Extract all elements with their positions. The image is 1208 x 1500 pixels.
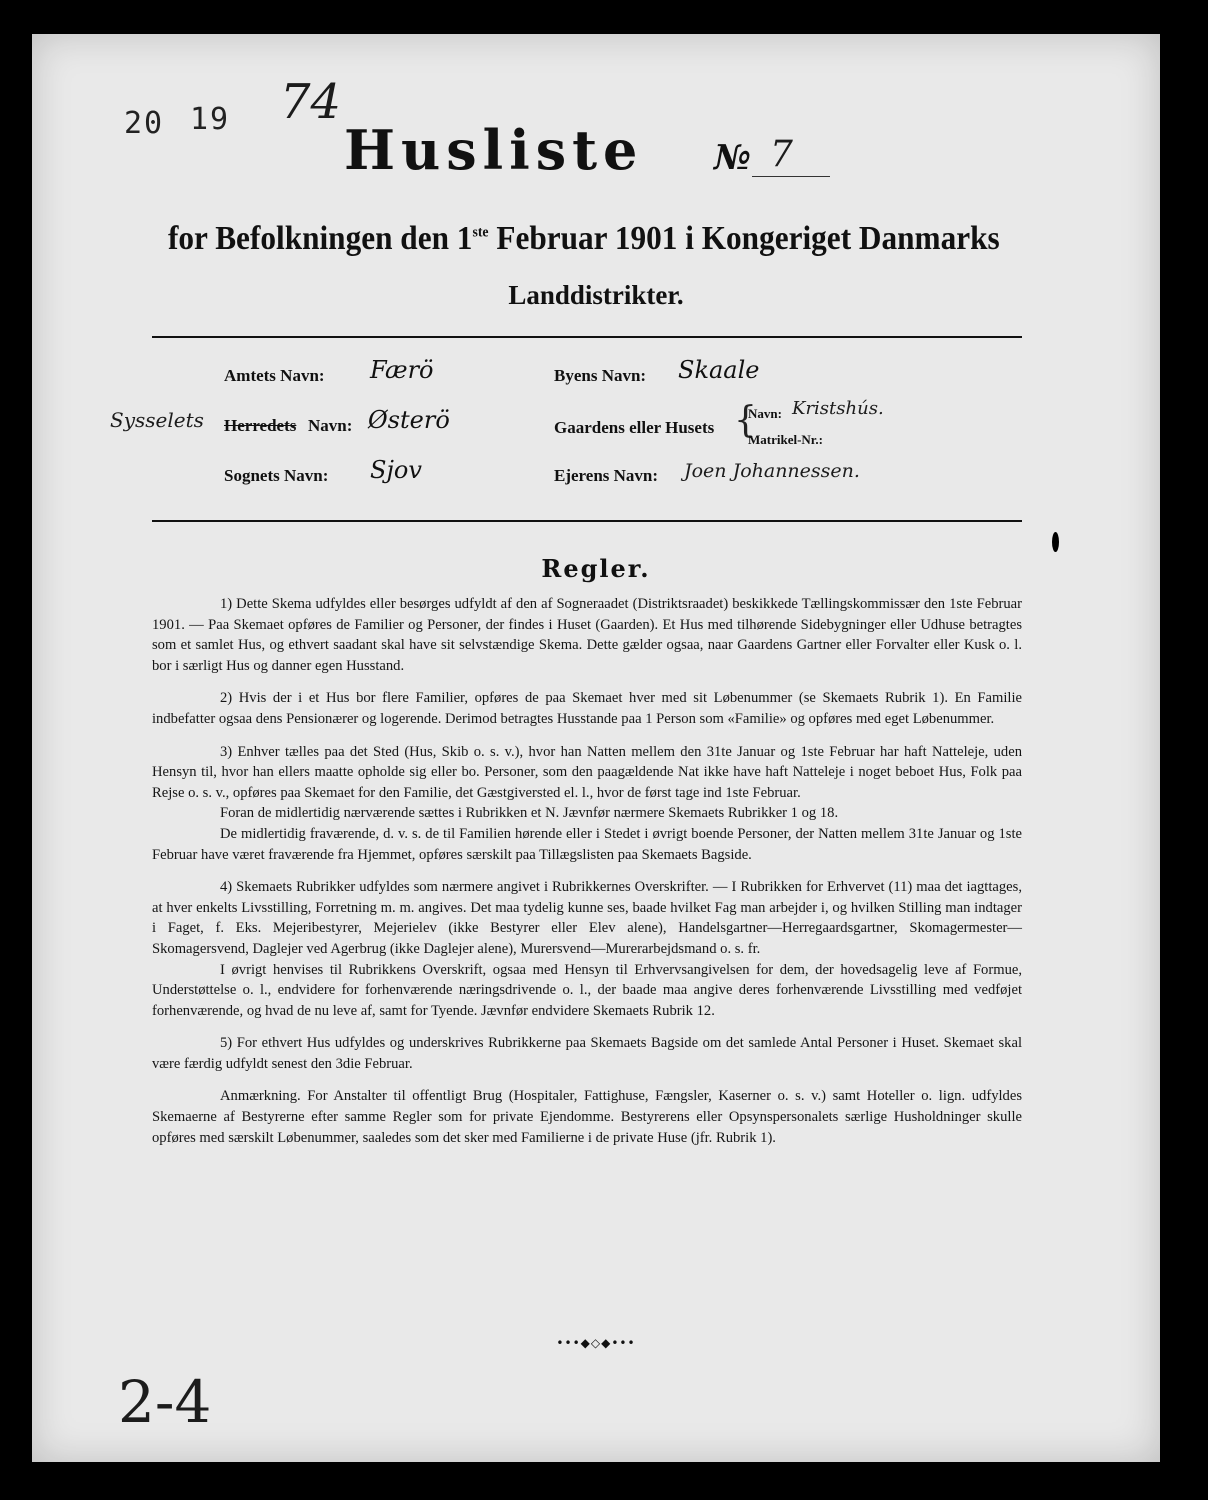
subtitle-text-2: Februar 1901 i Kongeriget Danmarks	[488, 220, 1000, 257]
gaard-label: Gaardens eller Husets	[554, 418, 715, 437]
gaard-navn-label: Navn:	[748, 406, 782, 421]
rules-heading: Regler.	[541, 554, 651, 583]
gaard-navn-value: Kristshús.	[792, 398, 884, 419]
rules-body	[152, 594, 1022, 1148]
amt-label: Amtets Navn:	[224, 366, 325, 385]
herred-label: Navn:	[308, 416, 353, 435]
matrikel-label: Matrikel-Nr.:	[748, 432, 823, 447]
subtitle-sup: ste	[472, 224, 489, 241]
rule-paragraph: 3) Enhver tælles paa det Sted (Hus, Skib o. s. v.), hvor han Natten mellem den 31te Januar og 1ste Februar har haft Natteleje, uden Hensyn til, hvor han ellers maatte opholde sig eller bo. Personer, som den paagældende Nat ikke have haft Natteleje i noget beboet Hus, Folk paa Rejse o. s. v., opføres paa Skemaet for den Familie, det Gæstgiversted el. l., hvor de først tage ind 1ste Februar.	[152, 743, 1022, 801]
handwritten-number: 74	[280, 74, 342, 130]
subtitle-text-1: for Befolkningen den 1	[168, 220, 473, 257]
number-label: №	[714, 138, 751, 178]
corner-handwritten-note: 2-4	[118, 1368, 212, 1436]
top-rule	[152, 336, 1022, 338]
rule-paragraph: Foran de midlertidig nærværende sættes i Rubrikken et N. Jævnfør nærmere Skemaets Rubrikker 1 og 18.	[220, 805, 839, 822]
rule-paragraph: 1) Dette Skema udfyldes eller besørges udfyldt af den af Sogneraadet (Distriktsraadet) beskikkede Tællingskommissær den 1ste Februar 1901. — Paa Skemaet opføres de Familier og Personer, der findes i Huset (Gaarden). Et Hus med tilhørende Sidebygninger eller Udhuse betragtes som et samlet Hus, og ethvert saadant skal have sit selvstændige Skema. Dette gælder ogsaa, naar Gaardens Gartner eller Forvalter eller Kusk o. l. bor i særligt Hus og danner egen Husstand.	[152, 596, 1022, 674]
brace-icon: {	[734, 400, 757, 441]
number-underline	[752, 176, 830, 177]
byen-label: Byens Navn:	[554, 366, 647, 385]
subtitle	[168, 220, 1000, 258]
ejer-value: Joen Johannessen.	[684, 460, 860, 482]
ornament-divider: •••◆◇◆•••	[556, 1336, 636, 1350]
ejer-label: Ejerens Navn:	[554, 466, 659, 485]
rule-paragraph: I øvrigt henvises til Rubrikkens Overskrift, ogsaa med Hensyn til Erhvervsangivelsen for dem, der hovedsagelig leve af Formue, Understøttelse o. l., endvidere for forhenværende næringsdrivende o. l., der baade maa angive deres forhenværende Livsstilling med vedføjet forhenværende, og hvad de nu leve af, samt for Tyende. Jævnfør endvidere Skemaets Rubrik 12.	[152, 961, 1022, 1019]
rule-paragraph: De midlertidig fraværende, d. v. s. de til Familien hørende eller i Stedet i øvrigt boende Personer, der Natten mellem 31te Januar og 1ste Februar have været fraværende fra Hjemmet, opføres særskilt paa Tillægslisten paa Skemaets Bagside.	[152, 825, 1022, 863]
sysselets-handwritten: Sysselets	[110, 408, 204, 432]
herredets-struck: Herredets	[224, 416, 297, 435]
amt-value: Færö	[370, 356, 434, 384]
page-title: Husliste	[344, 118, 644, 182]
rule-paragraph: 2) Hvis der i et Hus bor flere Familier, opføres de paa Skemaet hver med sit Løbenummer (se Skemaets Rubrik 1). En Familie indbefatter ogsaa dens Pensionærer og logerende. Derimod betragtes Husstande paa 1 Person som «Familie» og opføres med eget Løbenummer.	[152, 690, 1022, 727]
district-heading: Landdistrikter.	[508, 280, 684, 310]
middle-rule	[152, 520, 1022, 522]
rule-paragraph: 5) For ethvert Hus udfyldes og underskrives Rubrikkerne paa Skemaets Bagside om det samlede Antal Personer i Huset. Skemaet skal være færdig udfyldt senest den 3die Februar.	[152, 1035, 1022, 1072]
herred-value: Østerö	[368, 406, 450, 434]
byen-value: Skaale	[678, 356, 760, 384]
number-value: 7	[770, 134, 793, 175]
document-page	[32, 34, 1160, 1462]
note-paragraph: Anmærkning. For Anstalter til offentligt Brug (Hospitaler, Fattighuse, Fængsler, Kaserner o. s. v.) samt Hoteller o. lign. udfyldes Skemaerne af Bestyrerne efter samme Regler som for private Ejendomme. Bestyrerens eller Opsynspersonalets særlige Husholdninger skulle opføres med særskilt Løbenummer, saaledes som det sker med Familierne i de private Huse (jfr. Rubrik 1).	[152, 1088, 1022, 1146]
sogn-label: Sognets Navn:	[224, 466, 329, 485]
archive-stamp-left: 20	[124, 106, 165, 141]
ink-blot	[1052, 532, 1059, 552]
archive-stamp-right: 19	[190, 102, 231, 137]
rule-paragraph: 4) Skemaets Rubrikker udfyldes som nærmere angivet i Rubrikkernes Overskrifter. — I Rubrikken for Erhvervet (11) maa det iagttages, at hver enkelts Livsstilling, Forretning m. m. angives. Det maa tydelig kunne ses, baade hvilket Fag man arbejder i, og hvilken Stilling man indtager i Faget, f. Eks. Mejeribestyrer, Mejerielev (ikke Bestyrer eller Elev alene), Handelsgartner—Herregaardsgartner, Skomagermester—Skomagersvend, Daglejer ved Agerbrug (ikke Daglejer alene), Murersvend—Murerarbejdsmand o. s. fr.	[152, 879, 1022, 957]
sogn-value: Sjov	[370, 456, 422, 484]
